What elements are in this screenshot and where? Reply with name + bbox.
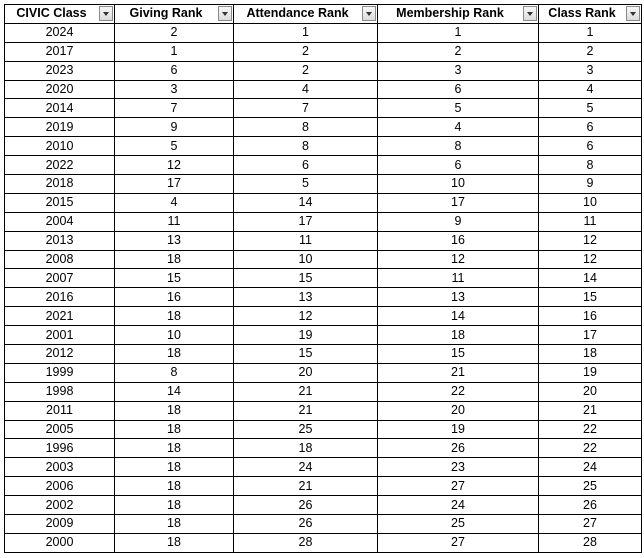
attendance-rank-cell[interactable]: 2 xyxy=(234,42,378,61)
membership-rank-cell[interactable]: 8 xyxy=(378,137,539,156)
class-rank-cell[interactable]: 2 xyxy=(539,42,642,61)
table-row xyxy=(5,269,642,288)
giving-rank-cell[interactable]: 4 xyxy=(115,193,234,212)
civic-class-cell[interactable]: 2005 xyxy=(5,420,115,439)
civic-class-cell[interactable]: 2009 xyxy=(5,515,115,534)
giving-rank-cell[interactable]: 11 xyxy=(115,212,234,231)
table-row xyxy=(5,212,642,231)
giving-rank-cell[interactable]: 18 xyxy=(115,496,234,515)
civic-class-cell[interactable]: 2017 xyxy=(5,42,115,61)
class-rank-cell[interactable]: 1 xyxy=(539,23,642,42)
giving-rank-cell[interactable]: 16 xyxy=(115,288,234,307)
class-rank-cell[interactable]: 15 xyxy=(539,288,642,307)
class-rank-cell[interactable]: 9 xyxy=(539,175,642,194)
table-row xyxy=(5,288,642,307)
membership-rank-cell[interactable]: 4 xyxy=(378,118,539,137)
class-rank-cell[interactable]: 12 xyxy=(539,250,642,269)
dropdown-filter-icon[interactable] xyxy=(362,6,376,21)
membership-rank-cell[interactable]: 26 xyxy=(378,439,539,458)
giving-rank-cell[interactable]: 15 xyxy=(115,269,234,288)
civic-class-cell[interactable]: 2019 xyxy=(5,118,115,137)
membership-rank-cell[interactable]: 27 xyxy=(378,477,539,496)
class-rank-cell[interactable]: 12 xyxy=(539,231,642,250)
attendance-rank-cell[interactable]: 2 xyxy=(234,61,378,80)
civic-class-cell[interactable]: 2007 xyxy=(5,269,115,288)
class-rank-cell[interactable]: 21 xyxy=(539,401,642,420)
class-rank-cell[interactable]: 10 xyxy=(539,193,642,212)
membership-rank-cell[interactable]: 18 xyxy=(378,326,539,345)
class-rank-cell[interactable]: 19 xyxy=(539,363,642,382)
civic-class-cell[interactable]: 2015 xyxy=(5,193,115,212)
membership-rank-cell[interactable]: 17 xyxy=(378,193,539,212)
membership-rank-cell[interactable]: 27 xyxy=(378,533,539,552)
giving-rank-cell[interactable]: 18 xyxy=(115,420,234,439)
membership-rank-cell[interactable]: 5 xyxy=(378,99,539,118)
table-row xyxy=(5,156,642,175)
membership-rank-cell[interactable]: 13 xyxy=(378,288,539,307)
dropdown-filter-icon[interactable] xyxy=(99,6,113,21)
header-civic-class xyxy=(5,5,115,24)
membership-rank-cell[interactable]: 15 xyxy=(378,345,539,364)
civic-class-cell[interactable]: 2008 xyxy=(5,250,115,269)
membership-rank-cell[interactable]: 16 xyxy=(378,231,539,250)
civic-class-cell[interactable]: 2003 xyxy=(5,458,115,477)
header-attendance-rank xyxy=(234,5,378,24)
civic-class-cell[interactable]: 2016 xyxy=(5,288,115,307)
ranking-table xyxy=(4,4,642,553)
table-row xyxy=(5,118,642,137)
giving-rank-cell[interactable]: 18 xyxy=(115,250,234,269)
giving-rank-cell[interactable]: 18 xyxy=(115,458,234,477)
civic-class-cell[interactable]: 2010 xyxy=(5,137,115,156)
attendance-rank-cell[interactable]: 26 xyxy=(234,496,378,515)
giving-rank-cell[interactable]: 17 xyxy=(115,175,234,194)
attendance-rank-cell[interactable]: 8 xyxy=(234,118,378,137)
civic-class-cell[interactable]: 2020 xyxy=(5,80,115,99)
membership-rank-cell[interactable]: 6 xyxy=(378,80,539,99)
spreadsheet-table-wrap xyxy=(4,4,642,553)
header-label: Giving Rank xyxy=(129,6,203,21)
membership-rank-cell[interactable]: 14 xyxy=(378,307,539,326)
attendance-rank-cell[interactable]: 15 xyxy=(234,269,378,288)
civic-class-cell[interactable]: 2001 xyxy=(5,326,115,345)
civic-class-cell[interactable]: 2011 xyxy=(5,401,115,420)
header-class-rank xyxy=(539,5,642,24)
giving-rank-cell[interactable]: 10 xyxy=(115,326,234,345)
attendance-rank-cell[interactable]: 19 xyxy=(234,326,378,345)
membership-rank-cell[interactable]: 6 xyxy=(378,156,539,175)
civic-class-cell[interactable]: 1996 xyxy=(5,439,115,458)
class-rank-cell[interactable]: 27 xyxy=(539,515,642,534)
attendance-rank-cell[interactable]: 13 xyxy=(234,288,378,307)
header-label: Attendance Rank xyxy=(246,6,349,21)
class-rank-cell[interactable]: 16 xyxy=(539,307,642,326)
table-row xyxy=(5,420,642,439)
attendance-rank-cell[interactable]: 26 xyxy=(234,515,378,534)
membership-rank-cell[interactable]: 2 xyxy=(378,42,539,61)
table-row xyxy=(5,80,642,99)
membership-rank-cell[interactable]: 10 xyxy=(378,175,539,194)
membership-rank-cell[interactable]: 9 xyxy=(378,212,539,231)
table-row xyxy=(5,307,642,326)
civic-class-cell[interactable]: 2024 xyxy=(5,23,115,42)
civic-class-cell[interactable]: 2018 xyxy=(5,175,115,194)
attendance-rank-cell[interactable]: 24 xyxy=(234,458,378,477)
class-rank-cell[interactable]: 11 xyxy=(539,212,642,231)
header-giving-rank xyxy=(115,5,234,24)
attendance-rank-cell[interactable]: 6 xyxy=(234,156,378,175)
membership-rank-cell[interactable]: 21 xyxy=(378,363,539,382)
class-rank-cell[interactable]: 26 xyxy=(539,496,642,515)
giving-rank-cell[interactable]: 18 xyxy=(115,401,234,420)
table-row xyxy=(5,231,642,250)
giving-rank-cell[interactable]: 2 xyxy=(115,23,234,42)
class-rank-cell[interactable]: 14 xyxy=(539,269,642,288)
table-row xyxy=(5,42,642,61)
giving-rank-cell[interactable]: 9 xyxy=(115,118,234,137)
giving-rank-cell[interactable]: 12 xyxy=(115,156,234,175)
table-row xyxy=(5,326,642,345)
attendance-rank-cell[interactable]: 20 xyxy=(234,363,378,382)
header-label: CIVIC Class xyxy=(16,6,87,21)
class-rank-cell[interactable]: 6 xyxy=(539,137,642,156)
class-rank-cell[interactable]: 3 xyxy=(539,61,642,80)
attendance-rank-cell[interactable]: 21 xyxy=(234,477,378,496)
civic-class-cell[interactable]: 2021 xyxy=(5,307,115,326)
dropdown-filter-icon[interactable] xyxy=(626,6,640,21)
class-rank-cell[interactable]: 22 xyxy=(539,439,642,458)
giving-rank-cell[interactable]: 7 xyxy=(115,99,234,118)
giving-rank-cell[interactable]: 5 xyxy=(115,137,234,156)
membership-rank-cell[interactable]: 24 xyxy=(378,496,539,515)
membership-rank-cell[interactable]: 25 xyxy=(378,515,539,534)
membership-rank-cell[interactable]: 23 xyxy=(378,458,539,477)
attendance-rank-cell[interactable]: 21 xyxy=(234,401,378,420)
civic-class-cell[interactable]: 2023 xyxy=(5,61,115,80)
attendance-rank-cell[interactable]: 28 xyxy=(234,533,378,552)
civic-class-cell[interactable]: 2000 xyxy=(5,533,115,552)
table-row xyxy=(5,515,642,534)
header-membership-rank xyxy=(378,5,539,24)
table-row xyxy=(5,477,642,496)
giving-rank-cell[interactable]: 8 xyxy=(115,363,234,382)
attendance-rank-cell[interactable]: 25 xyxy=(234,420,378,439)
class-rank-cell[interactable]: 5 xyxy=(539,99,642,118)
civic-class-cell[interactable]: 1999 xyxy=(5,363,115,382)
table-body xyxy=(5,23,642,552)
class-rank-cell[interactable]: 20 xyxy=(539,382,642,401)
giving-rank-cell[interactable]: 18 xyxy=(115,345,234,364)
table-row xyxy=(5,496,642,515)
table-row xyxy=(5,250,642,269)
giving-rank-cell[interactable]: 18 xyxy=(115,515,234,534)
class-rank-cell[interactable]: 25 xyxy=(539,477,642,496)
table-row xyxy=(5,458,642,477)
attendance-rank-cell[interactable]: 21 xyxy=(234,382,378,401)
table-row xyxy=(5,401,642,420)
membership-rank-cell[interactable]: 11 xyxy=(378,269,539,288)
attendance-rank-cell[interactable]: 18 xyxy=(234,439,378,458)
civic-class-cell[interactable]: 2006 xyxy=(5,477,115,496)
attendance-rank-cell[interactable]: 8 xyxy=(234,137,378,156)
table-row xyxy=(5,533,642,552)
civic-class-cell[interactable]: 2012 xyxy=(5,345,115,364)
table-row xyxy=(5,175,642,194)
table-row xyxy=(5,363,642,382)
class-rank-cell[interactable]: 8 xyxy=(539,156,642,175)
membership-rank-cell[interactable]: 19 xyxy=(378,420,539,439)
giving-rank-cell[interactable]: 13 xyxy=(115,231,234,250)
membership-rank-cell[interactable]: 22 xyxy=(378,382,539,401)
attendance-rank-cell[interactable]: 14 xyxy=(234,193,378,212)
civic-class-cell[interactable]: 2022 xyxy=(5,156,115,175)
attendance-rank-cell[interactable]: 12 xyxy=(234,307,378,326)
attendance-rank-cell[interactable]: 4 xyxy=(234,80,378,99)
table-row xyxy=(5,382,642,401)
class-rank-cell[interactable]: 4 xyxy=(539,80,642,99)
header-label: Class Rank xyxy=(548,6,616,21)
header-row xyxy=(5,5,642,24)
table-row xyxy=(5,345,642,364)
attendance-rank-cell[interactable]: 1 xyxy=(234,23,378,42)
giving-rank-cell[interactable]: 1 xyxy=(115,42,234,61)
attendance-rank-cell[interactable]: 7 xyxy=(234,99,378,118)
table-row xyxy=(5,61,642,80)
attendance-rank-cell[interactable]: 10 xyxy=(234,250,378,269)
giving-rank-cell[interactable]: 3 xyxy=(115,80,234,99)
civic-class-cell[interactable]: 2002 xyxy=(5,496,115,515)
attendance-rank-cell[interactable]: 5 xyxy=(234,175,378,194)
class-rank-cell[interactable]: 18 xyxy=(539,345,642,364)
giving-rank-cell[interactable]: 6 xyxy=(115,61,234,80)
giving-rank-cell[interactable]: 14 xyxy=(115,382,234,401)
class-rank-cell[interactable]: 24 xyxy=(539,458,642,477)
table-row xyxy=(5,23,642,42)
table-row xyxy=(5,193,642,212)
attendance-rank-cell[interactable]: 11 xyxy=(234,231,378,250)
giving-rank-cell[interactable]: 18 xyxy=(115,307,234,326)
membership-rank-cell[interactable]: 20 xyxy=(378,401,539,420)
giving-rank-cell[interactable]: 18 xyxy=(115,439,234,458)
civic-class-cell[interactable]: 2014 xyxy=(5,99,115,118)
civic-class-cell[interactable]: 2004 xyxy=(5,212,115,231)
header-label: Membership Rank xyxy=(396,6,504,21)
civic-class-cell[interactable]: 2013 xyxy=(5,231,115,250)
civic-class-cell[interactable]: 1998 xyxy=(5,382,115,401)
class-rank-cell[interactable]: 22 xyxy=(539,420,642,439)
table-row xyxy=(5,137,642,156)
membership-rank-cell[interactable]: 3 xyxy=(378,61,539,80)
attendance-rank-cell[interactable]: 15 xyxy=(234,345,378,364)
membership-rank-cell[interactable]: 1 xyxy=(378,23,539,42)
table-row xyxy=(5,439,642,458)
membership-rank-cell[interactable]: 12 xyxy=(378,250,539,269)
class-rank-cell[interactable]: 28 xyxy=(539,533,642,552)
class-rank-cell[interactable]: 17 xyxy=(539,326,642,345)
giving-rank-cell[interactable]: 18 xyxy=(115,477,234,496)
table-row xyxy=(5,99,642,118)
class-rank-cell[interactable]: 6 xyxy=(539,118,642,137)
attendance-rank-cell[interactable]: 17 xyxy=(234,212,378,231)
giving-rank-cell[interactable]: 18 xyxy=(115,533,234,552)
dropdown-filter-icon[interactable] xyxy=(523,6,537,21)
dropdown-filter-icon[interactable] xyxy=(218,6,232,21)
